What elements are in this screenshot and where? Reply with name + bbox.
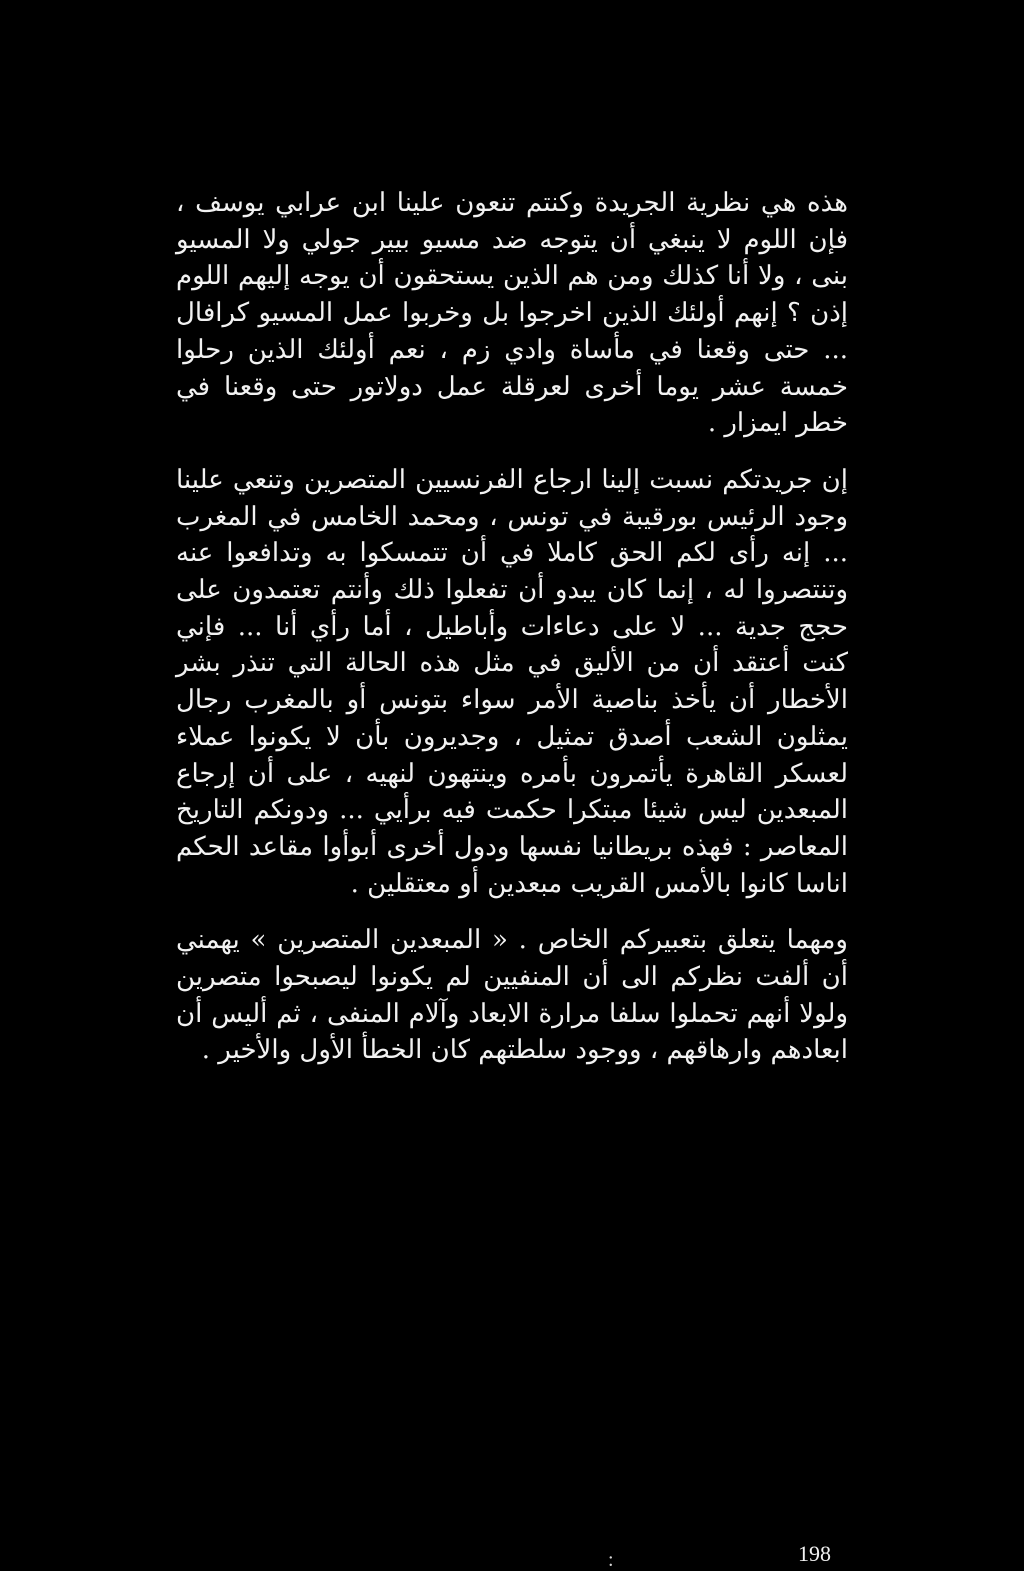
page-number: 198 — [798, 1541, 831, 1566]
footer-mark: : — [608, 1549, 614, 1571]
paragraph-3: ومهما يتعلق بتعبيركم الخاص . « المبعدين المتصرين » يهمني أن ألفت نظركم الى أن المنفيين لم يكونوا ليصبحوا متصرين ولولا أنهم تحملوا سلفا مرارة الابعاد وآلام المنفى ، ثم أليس أن ابعادهم وارهاقهم ، ووجود سلطتهم كان الخطأ الأول والأخير . — [176, 925, 848, 1066]
paragraph-2: إن جريدتكم نسبت إلينا ارجاع الفرنسيين المتصرين وتنعي علينا وجود الرئيس بورقيبة في تونس ، ومحمد الخامس في المغرب ... إنه رأى لكم الحق كاملا في أن تتمسكوا به وتدافعوا عنه وتنتصروا له ، إنما كان يبدو أن تفعلوا ذلك وأنتم تعتمدون على حجج جدية ... لا على دعاءات وأباطيل ، أما رأي أنا ... فإني كنت أعتقد أن من الأليق في مثل هذه الحالة التي تنذر بشر الأخطار أن يأخذ بناصية الأمر سواء بتونس أو بالمغرب رجال يمثلون الشعب أصدق تمثيل ، وجديرون بأن لا يكونوا عملاء لعسكر القاهرة يأتمرون بأمره وينتهون لنهيه ، على أن إرجاع المبعدين ليس شيئا مبتكرا حكمت فيه برأيي ... ودونكم التاريخ المعاصر : فهذه بريطانيا نفسها ودول أخرى أبوأوا مقاعد الحكم اناسا كانوا بالأمس القريب مبعدين أو معتقلين . — [176, 464, 848, 899]
paragraph-1: هذه هي نظرية الجريدة وكنتم تنعون علينا ابن عرابي يوسف ، فإن اللوم لا ينبغي أن يتوجه ضد مسيو بيير جولي ولا المسيو بنى ، ولا أنا كذلك ومن هم الذين يستحقون أن يوجه إليهم اللوم إذن ؟ إنهم أولئك الذين اخرجوا بل وخربوا عمل المسيو كرافال ... حتى وقعنا في مأساة وادي زم ، نعم أولئك الذين رحلوا خمسة عشر يوما أخرى لعرقلة عمل دولاتور حتى وقعنا في خطر ايمزار . — [176, 188, 848, 439]
body-text — [176, 185, 848, 1069]
